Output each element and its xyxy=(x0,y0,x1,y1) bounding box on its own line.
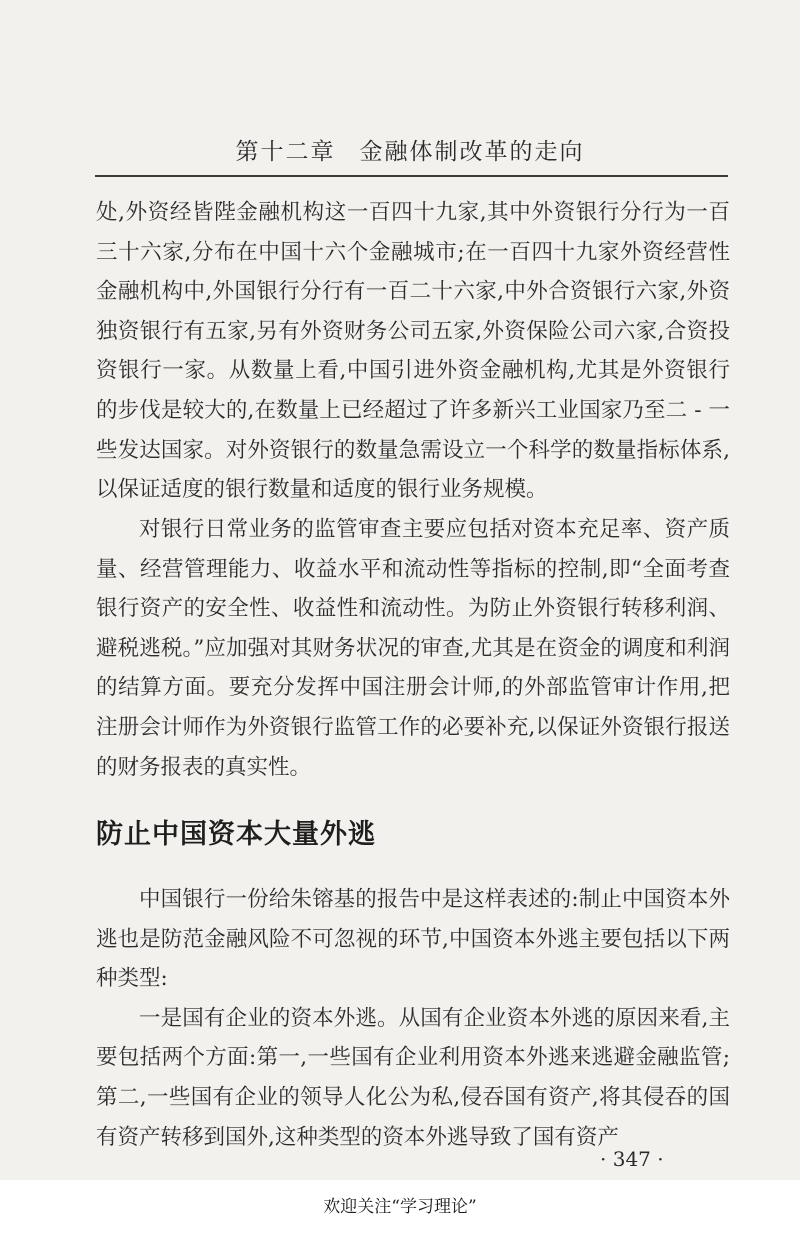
section-heading: 防止中国资本大量外逃 xyxy=(96,819,376,850)
running-head xyxy=(95,133,725,166)
page-number: · 347 · xyxy=(600,1147,664,1171)
chapter-title: 金融体制改革的走向 xyxy=(359,139,585,165)
header-rule xyxy=(95,175,728,177)
paragraph: 一是国有企业的资本外逃。从国有企业资本外逃的原因来看,主要包括两个方面:第一,一些国有企业利用资本外逃来逃避金融监管;第二,一些国有企业的领导人化公为私,侵吞国有资产,将其侵吞的国有资产转移到国外,这种类型的资本外逃导致了国有资产 xyxy=(96,1005,730,1150)
body-block-bottom xyxy=(96,880,730,1157)
body-block-top xyxy=(96,193,730,510)
body-block-mid xyxy=(96,510,730,787)
paragraph: 处,外资经皆陛金融机构这一百四十九家,其中外资银行分行为一百三十六家,分布在中国十六个金融城市;在一百四十九家外资经营性金融机构中,外国银行分行有一百二十六家,中外合资银行六家,外资独资银行有五家,另有外资财务公司五家,外资保险公司六家,合资投资银行一家。从数量上看,中国引进外资金融机构,尤其是外资银行的步伐是较大的,在数量上已经超过了许多新兴工业国家乃至二 - 一些发达国家。对外资银行的数量急需设立一个科学的数量指标体系,以保证适度的银行数量和适度的银行业务规模。 xyxy=(96,200,730,503)
paragraph: 对银行日常业务的监管审查主要应包括对资本充足率、资产质量、经营管理能力、收益水平和流动性等指标的控制,即“全面考查银行资产的安全性、收益性和流动性。为防止外资银行转移利润、避税逃税。”应加强对其财务状况的审查,尤其是在资金的调度和利润的结算方面。要充分发挥中国注册会计师,的外部监管审计作用,把注册会计师作为外资银行监管工作的必要补充,以保证外资银行报送的财务报表的真实性。 xyxy=(96,517,730,780)
chapter-number: 第十二章 xyxy=(235,139,336,165)
footer-note: 欢迎关注“学习理论” xyxy=(323,1197,477,1217)
paragraph: 中国银行一份给朱镕基的报告中是这样表述的:制止中国资本外逃也是防范金融风险不可忽视的环节,中国资本外逃主要包括以下两种类型: xyxy=(96,887,730,992)
